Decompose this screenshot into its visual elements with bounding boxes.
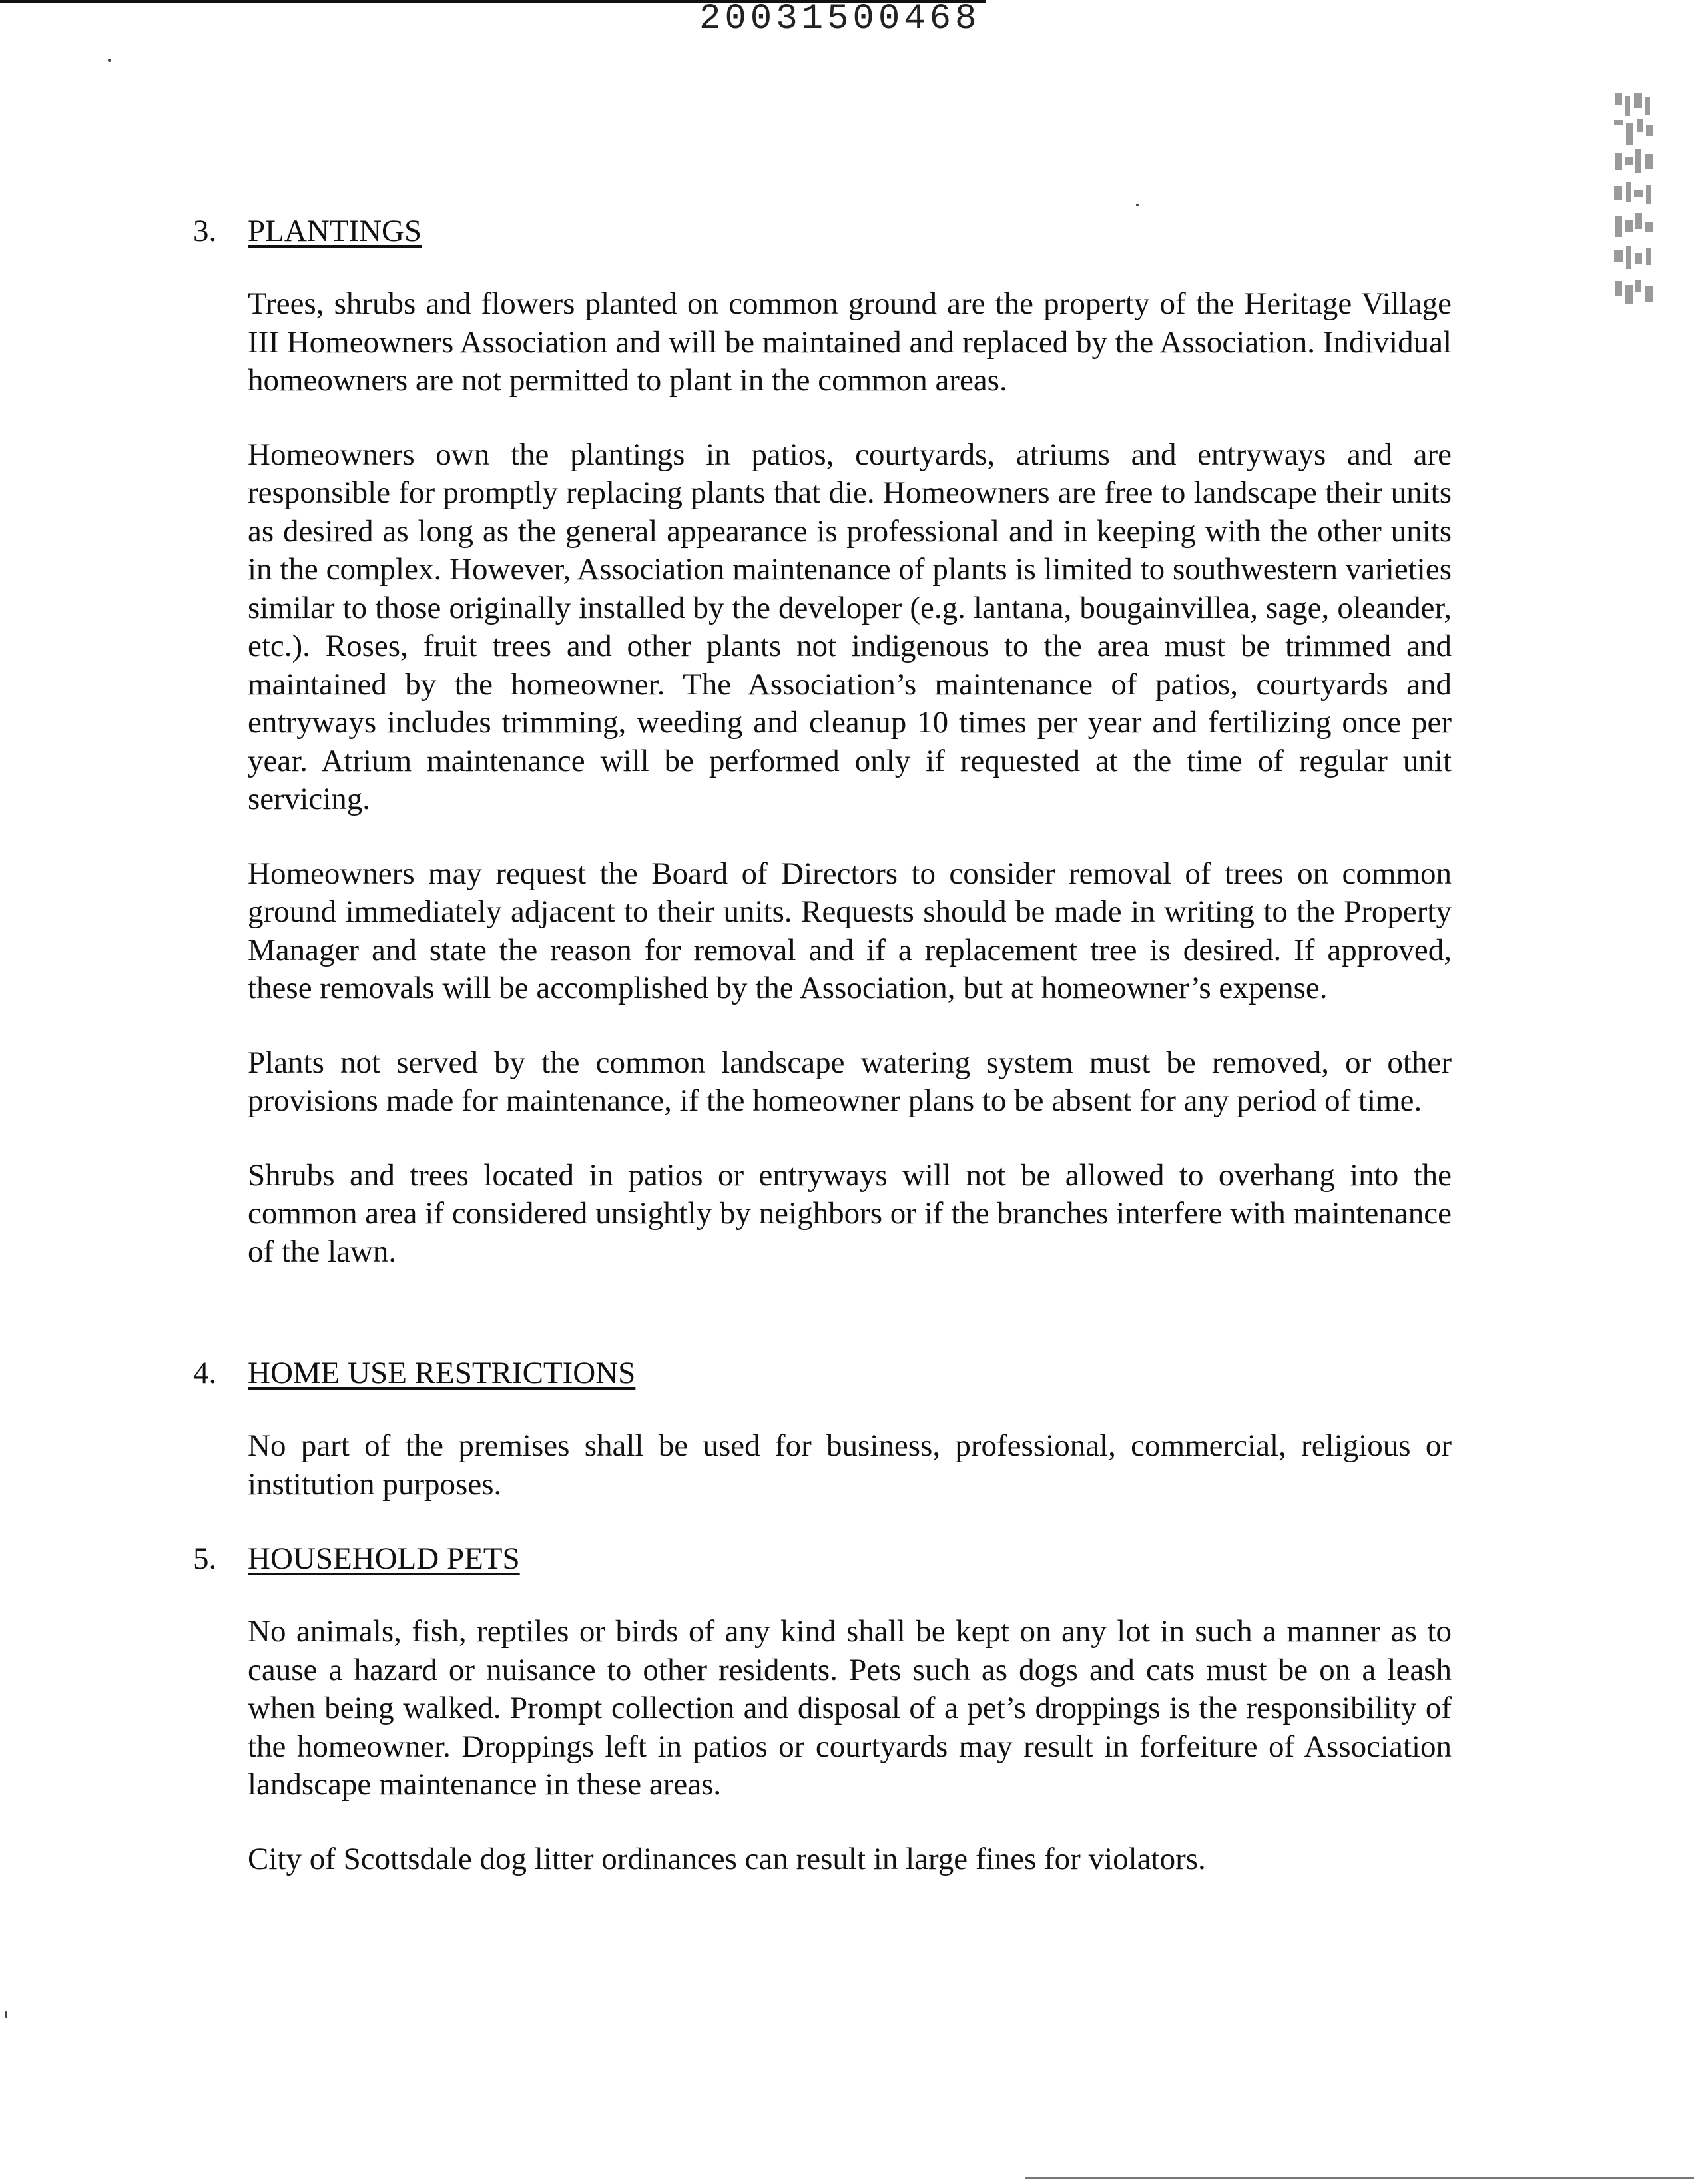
paragraph: No part of the premises shall be used for business, professional, commercial, religious or institution purposes. xyxy=(248,1428,1452,1502)
section-home-use-restrictions xyxy=(193,1354,1452,1503)
paragraph: Shrubs and trees located in patios or entryways will not be allowed to overhang into the common area if considered unsightly by neighbors or if the branches interfere with maintenance of the lawn. xyxy=(248,1157,1452,1269)
document-number: 20031500468 xyxy=(699,0,981,39)
paragraph: Homeowners may request the Board of Directors to consider removal of trees on common ground immediately adjacent to their units. Requests should be made in writing to the Property Manager and state the reason for removal and if a replacement tree is desired. If approved, these removals will be accomplished by the Association, but at homeowner’s expense. xyxy=(248,856,1452,1005)
section-number: 4. xyxy=(193,1356,217,1390)
section-title: HOME USE RESTRICTIONS xyxy=(248,1356,636,1390)
section-number: 5. xyxy=(193,1541,217,1576)
paragraph: City of Scottsdale dog litter ordinances can result in large fines for violators. xyxy=(248,1841,1206,1876)
paragraph: Trees, shrubs and flowers planted on common ground are the property of the Heritage Village III Homeowners Association and will be maintained and replaced by the Association. Individual homeowners are not permitted to plant in the common areas. xyxy=(248,286,1452,398)
section-plantings xyxy=(193,212,1452,1271)
section-number: 3. xyxy=(193,214,217,248)
scan-speck xyxy=(108,59,111,62)
bottom-border-line xyxy=(1025,2177,1694,2179)
document-body xyxy=(193,212,1452,1914)
paragraph: Homeowners own the plantings in patios, courtyards, atriums and entryways and are responsible for promptly replacing plants that die. Homeowners are free to landscape their units as desired as long as the general appearance is professional and in keeping with the other units in the complex. However, Association maintenance of plants is limited to southwestern varieties similar to those originally installed by the developer (e.g. lantana, bougainvillea, sage, oleander, etc.). Roses, fruit trees and other plants not indigenous to the area must be trimmed and maintained by the homeowner. The Association’s maintenance of patios, courtyards and entryways includes trimming, weeding and cleanup 10 times per year and fertilizing once per year. Atrium maintenance will be performed only if requested at the time of regular unit servicing. xyxy=(248,437,1452,816)
section-heading xyxy=(193,212,1452,250)
section-household-pets xyxy=(193,1539,1452,1878)
section-title: PLANTINGS xyxy=(248,214,422,248)
paragraph: Plants not served by the common landscape watering system must be removed, or other provisions made for maintenance, if the homeowner plans to be absent for any period of time. xyxy=(248,1045,1452,1118)
scan-speck xyxy=(1136,204,1139,206)
scan-speck xyxy=(5,2011,7,2018)
section-title: HOUSEHOLD PETS xyxy=(248,1541,520,1576)
paragraph: No animals, fish, reptiles or birds of any kind shall be kept on any lot in such a manner as to cause a hazard or nuisance to other residents. Pets such as dogs and cats must be on a leash when being walked. Prompt collection and disposal of a pet’s droppings is the responsibility of the homeowner. Droppings left in patios or courtyards may result in forfeiture of Association landscape maintenance in these areas. xyxy=(248,1614,1452,1802)
recording-stamp-icon xyxy=(1611,93,1658,306)
section-heading xyxy=(193,1354,1452,1392)
section-heading xyxy=(193,1539,1452,1578)
